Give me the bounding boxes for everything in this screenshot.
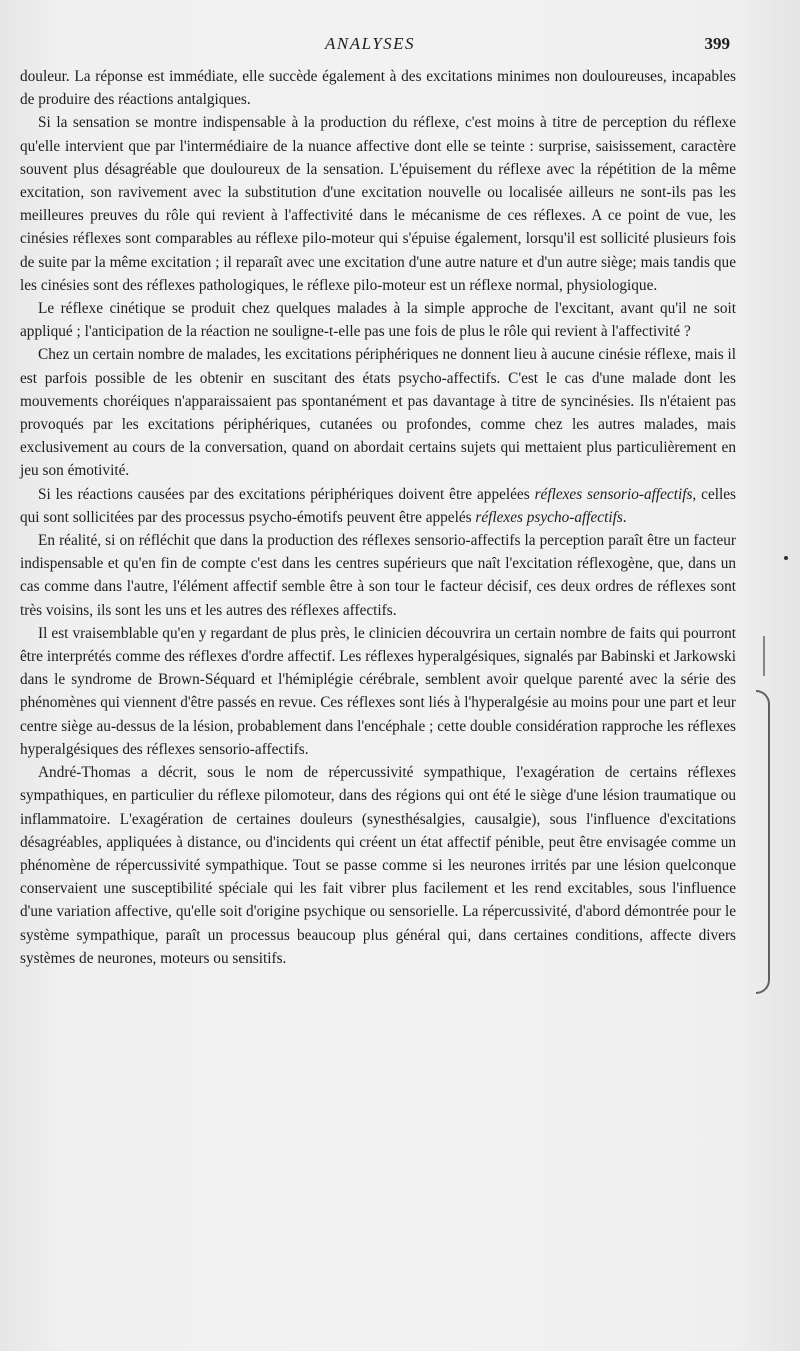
text-segment: Si les réactions causées par des excitations périphériques doivent être appelées: [38, 485, 535, 503]
page-number: 399: [704, 34, 730, 53]
paragraph: André-Thomas a décrit, sous le nom de répercussivité sympathique, l'exagération de certains réflexes sympathiques, en particulier du réflexe pilomoteur, dans des régions qui ont été le siège d'une lésion traumatique ou inflammatoire. L'exagération de certaines douleurs (synesthésalgies, causalgie), sous l'influence d'excitations désagréables, appliquées à distance, ou d'incidents qui créent un état affectif pénible, peut être envisagée comme un phénomène de répercussivité sympathique. Tout se passe comme si les neurones irrités par une lésion quelconque conservaient une susceptibilité spéciale qui les fait vibrer plus facilement et les rend excitables, sous l'influence d'une variation affective, qu'elle soit d'origine psychique ou sensorielle. La répercussivité, d'abord démontrée pour le système sympathique, paraît un processus beaucoup plus général qui, dans certaines conditions, affecte divers systèmes de neurones, moteurs ou sensitifs.: [20, 764, 736, 967]
margin-ink-dot: [784, 556, 788, 560]
body-text: [20, 65, 736, 970]
running-head-title: ANALYSES: [324, 34, 416, 53]
paragraph: En réalité, si on réfléchit que dans la production des réflexes sensorio-affectifs la perception paraît être un facteur indispensable et qu'en fin de compte c'est dans les centres supérieurs que naît l'excitation réflexogène, que, dans un cas comme dans l'autre, l'élément affectif semble être à son tour le facteur décisif, ces deux ordres de réflexes sont très voisins, ils sont les uns et les autres des réflexes affectifs.: [20, 532, 736, 619]
italic-term: réflexes sensorio-affectifs: [534, 485, 693, 503]
paragraph: douleur. La réponse est immédiate, elle succède également à des excitations minimes non douloureuses, incapables de produire des réactions antalgiques.: [20, 68, 736, 109]
margin-pencil-bracket: [756, 690, 770, 994]
running-header: [0, 32, 800, 58]
text-segment: .: [622, 508, 627, 526]
margin-pencil-tick: [757, 636, 765, 676]
text-segment: , celles qui sont sollicitées par des processus psycho-émotifs peuvent être appelés: [20, 485, 736, 526]
italic-term: réflexes psycho-affectifs: [475, 508, 623, 526]
paragraph: Si la sensation se montre indispensable à la production du réflexe, c'est moins à titre de perception du réflexe qu'elle intervient que par l'intermédiaire de la nuance affective dont elle se teinte : surprise, saisissement, caractère souvent plus désagréable que douloureux de la sensation. L'épuisement du réflexe avec la répétition de la même excitation, son ravivement avec la substitution d'une excitation nouvelle ou localisée ailleurs ne sont-ils pas les meilleures preuves du rôle qui revient à l'affectivité dans le mécanisme de ces réflexes. A ce point de vue, les cinésies réflexes sont comparables au réflexe pilo-moteur qui s'épuise également, lorsqu'il est sollicité plusieurs fois de suite par la même excitation ; il reparaît avec une excitation d'une autre nature et d'un autre siège; mais tandis que les cinésies sont des réflexes pathologiques, le réflexe pilo-moteur est un réflexe normal, physiologique.: [20, 114, 736, 294]
paragraph: Il est vraisemblable qu'en y regardant de plus près, le clinicien découvrira un certain nombre de faits qui pourront être interprétés comme des réflexes d'ordre affectif. Les réflexes hyperalgésiques, signalés par Babinski et Jarkowski dans le syndrome de Brown-Séquard et l'hémiplégie cérébrale, semblent avoir quelque parenté avec la série des phénomènes qui viennent d'être passés en revue. Ces réflexes sont liés à l'hyperalgésie au moins pour une part et leur centre siège au-dessus de la lésion, probablement dans l'encéphale ; cette double considération rapproche les réflexes hyperalgésiques des réflexes sensorio-affectifs.: [20, 624, 736, 758]
paragraph: [20, 483, 736, 529]
paragraph: Chez un certain nombre de malades, les excitations périphériques ne donnent lieu à aucune cinésie réflexe, mais il est parfois possible de les obtenir en suscitant des états psycho-affectifs. C'est le cas d'une malade dont les mouvements choréiques n'apparaissaient pas spontanément et pas davantage à titre de syncinésies. Ils n'étaient pas provoqués par les excitations périphériques, cutanées ou profondes, comme chez les autres malades, mais exclusivement au cours de la conversation, quand on abordait certains sujets qui mettaient plus particulièrement en jeu son émotivité.: [20, 346, 736, 480]
paragraph: Le réflexe cinétique se produit chez quelques malades à la simple approche de l'excitant, avant qu'il ne soit appliqué ; l'anticipation de la réaction ne souligne-t-elle pas une fois de plus le rôle qui revient à l'affectivité ?: [20, 300, 736, 341]
